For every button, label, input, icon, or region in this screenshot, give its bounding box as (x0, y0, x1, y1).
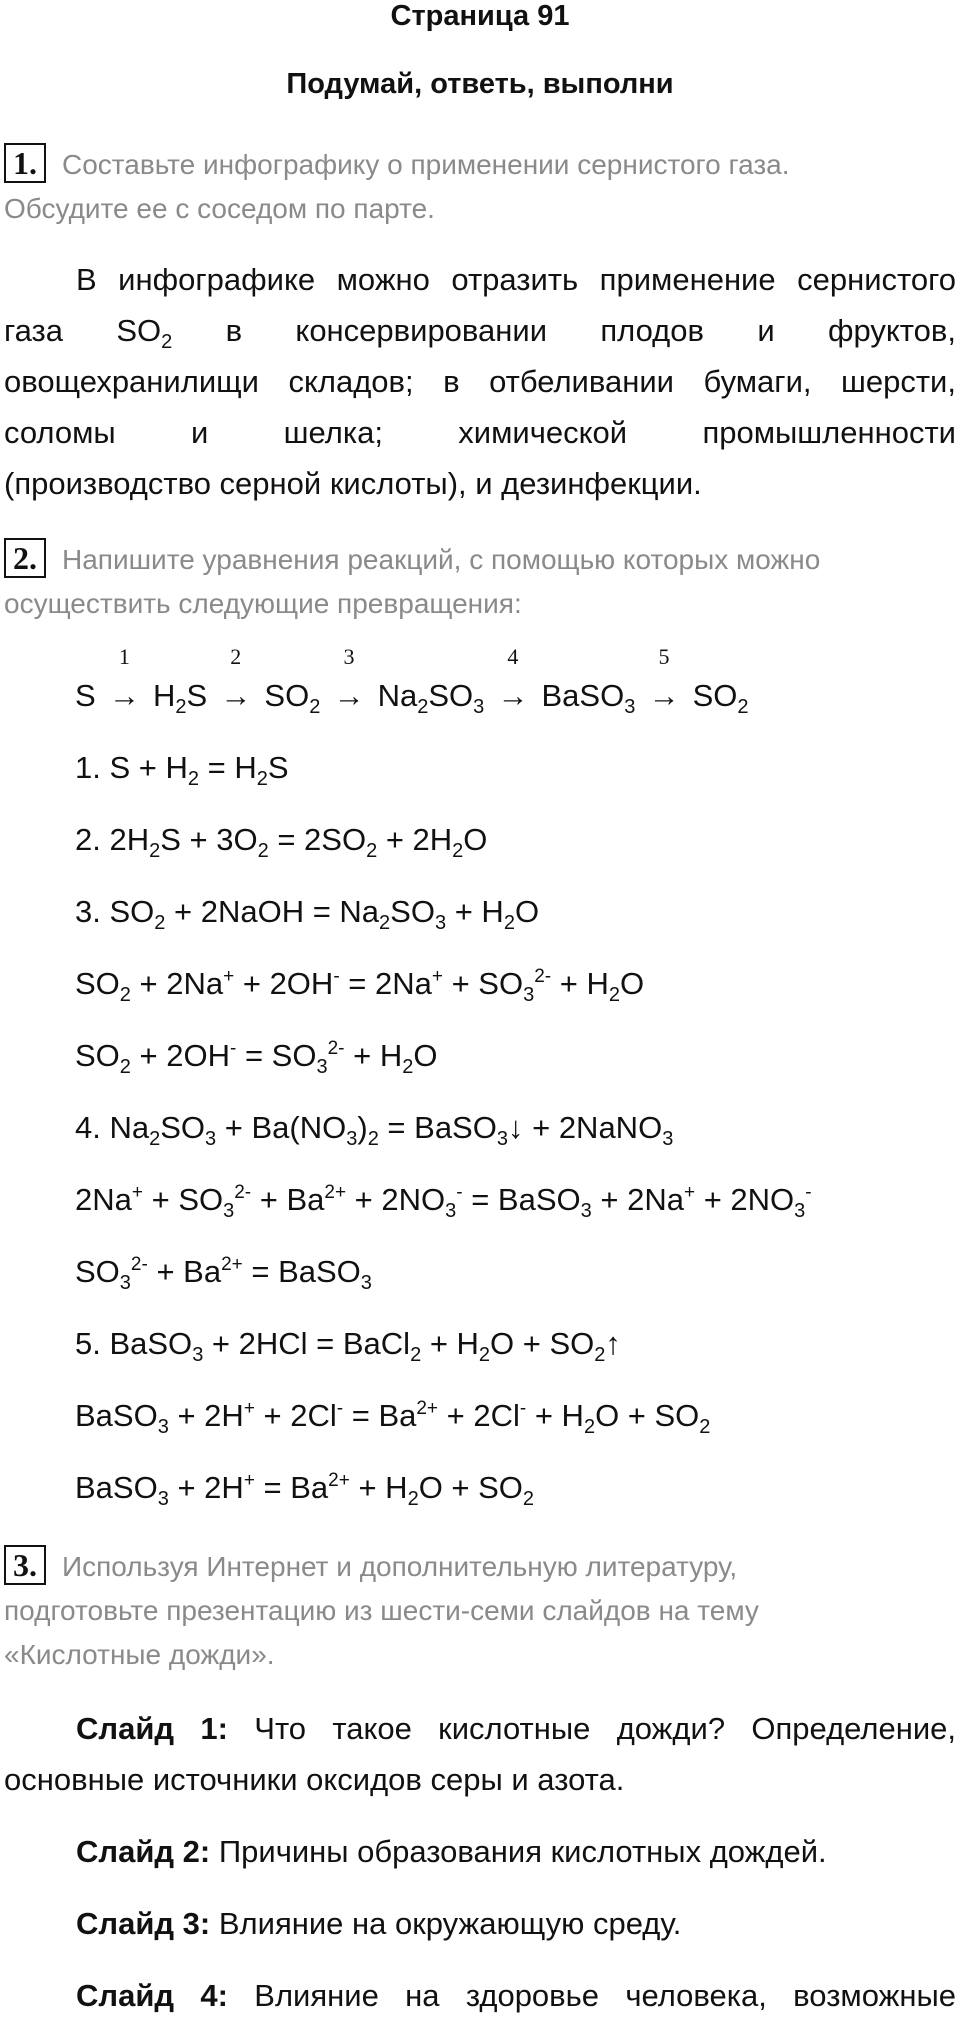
step-number: 1 (118, 644, 130, 669)
task-2-prompt (4, 538, 954, 619)
answer-line: основные источники оксидов серы и азота. (4, 1762, 625, 1797)
slide-1 (4, 1703, 956, 1805)
task-number-box: 3. (4, 1545, 46, 1585)
slide-label: Слайд 1: (76, 1711, 228, 1746)
chain-s: S (75, 678, 96, 713)
reaction-chain (75, 644, 749, 719)
formula-text: SO (116, 313, 162, 348)
arrow: → (108, 678, 140, 713)
slide-4 (4, 1970, 956, 2021)
formula-text: Na (377, 678, 418, 713)
section-title: Подумай, ответь, выполни (286, 68, 674, 100)
chain-arrow-4 (493, 644, 533, 714)
task-1-line2: Обсудите ее с соседом по парте. (4, 193, 435, 224)
answer-line: (производство серной кислоты), и дезинфекции. (4, 466, 702, 501)
formula-text: H (152, 678, 176, 713)
equation-3: 3. $SO_2$ + 2NaOH = $Na_2SO_3 + H_2O$ (75, 894, 540, 934)
task-3-line3: «Кислотные дожди». (4, 1639, 275, 1670)
answer-word: консервировании (295, 313, 548, 348)
formula-so2 (116, 305, 172, 356)
arrow: → (648, 678, 680, 713)
equation-5: 5. BaSO$_3$ + 2HCl = BaCl$_2$ + $H_2O$ + $SO_2↑$ (75, 1326, 621, 1366)
formula-text: BaSO (541, 678, 625, 713)
chain-na2so3 (377, 678, 485, 718)
task-3-prompt (4, 1545, 954, 1670)
answer-line (4, 1970, 956, 2021)
chain-arrow-1 (104, 644, 144, 714)
answer-line: овощехранилищи складов; в отбеливании бумаги, шерсти, (4, 364, 956, 399)
task-2-line2: осуществить следующие превращения: (4, 588, 522, 619)
formula-text: S (186, 678, 208, 713)
slide-label: Слайд 3: (76, 1906, 211, 1941)
answer-line (4, 1826, 956, 1877)
chain-arrow-5 (644, 644, 684, 714)
chain-baso3 (541, 678, 636, 718)
formula-text: SO (692, 678, 738, 713)
answer-word: плодов (600, 313, 704, 348)
subscript: 2 (309, 696, 321, 718)
slide-text: Влияние на здоровье человека, возможные (254, 1978, 956, 2013)
slide-3 (4, 1898, 956, 1949)
answer-line (4, 1898, 956, 1949)
task-3-line1: Используя Интернет и дополнительную литературу, (62, 1551, 738, 1582)
answer-word: газа (4, 313, 63, 348)
equation-4-full-ionic: $2Na^+ + SO_3^{2-} + Ba^{2+} + 2NO_3^-$ = BaSO$_3$ + $2Na^+ + 2NO_3^-$ (75, 1182, 812, 1222)
task-number-box: 1. (4, 143, 46, 183)
slide-text: Что такое кислотные дожди? Определение, (254, 1711, 956, 1746)
slide-text: Причины образования кислотных дождей. (218, 1834, 827, 1869)
answer-line (4, 1703, 956, 1754)
chain-so2 (264, 678, 321, 718)
subscript: 3 (473, 696, 485, 718)
answer-line (4, 305, 956, 356)
equation-3-short-ionic: $SO_2 + 2OH^- = SO_3^{2-} + H_2O$ (75, 1038, 438, 1078)
step-number: 3 (343, 644, 355, 669)
chain-arrow-2 (216, 644, 256, 714)
page-title: Страница 91 (390, 0, 570, 32)
subscript: 2 (161, 331, 173, 353)
equation-3-full-ionic: $SO_2 + 2Na^+ + 2OH^- = 2Na^+ + SO_3^{2-} + H_2O$ (75, 966, 645, 1006)
subscript: 3 (624, 696, 636, 718)
slide-label: Слайд 2: (76, 1834, 211, 1869)
task-2-line1: Напишите уравнения реакций, с помощью которых можно (62, 544, 821, 575)
formula-text: SO (264, 678, 310, 713)
step-number: 5 (658, 644, 670, 669)
answer-line: В инфографике можно отразить применение сернистого (76, 262, 956, 297)
step-number: 4 (507, 644, 519, 669)
answer-word: и (757, 313, 775, 348)
answer-word: фруктов, (828, 313, 956, 348)
subscript: 2 (175, 696, 187, 718)
subscript: 2 (417, 696, 429, 718)
arrow: → (220, 678, 252, 713)
equation-2: 2. $2H_2S + 3O_2 = 2SO_2 + 2H_2O$ (75, 822, 488, 862)
arrow: → (333, 678, 365, 713)
slide-text: Влияние на окружающую среду. (218, 1906, 682, 1941)
chain-h2s (152, 678, 208, 718)
answer-line: соломы и шелка; химической промышленности (4, 415, 956, 450)
arrow: → (497, 678, 529, 713)
task-3-line2: подготовьте презентацию из шести-семи слайдов на тему (4, 1595, 759, 1626)
task-1-prompt (4, 143, 954, 224)
subscript: 2 (737, 696, 749, 718)
answer-word: в (225, 313, 243, 348)
slide-2 (4, 1826, 956, 1877)
step-number: 2 (230, 644, 242, 669)
equation-5-short-ionic: BaSO$_3$ + $2H^+ = Ba^{2+} + H_2O + SO_2$ (75, 1470, 535, 1510)
equation-5-full-ionic: BaSO$_3$ + $2H^+ + 2Cl^- = Ba^{2+} + 2Cl^- + H_2O + SO_2$ (75, 1398, 711, 1438)
task-1-answer (4, 254, 956, 509)
equation-4-short-ionic: $SO_3^{2-} + Ba^{2+}$ = BaSO$_3$ (75, 1254, 372, 1294)
task-1-line1: Составьте инфографику о применении сернистого газа. (62, 149, 790, 180)
chain-so2-final (692, 678, 749, 718)
task-number-box: 2. (4, 538, 46, 578)
equation-1: 1. $S + H_2 = H_2S$ (75, 750, 289, 790)
slide-label: Слайд 4: (76, 1978, 228, 2013)
equation-4: 4. $Na_2SO_3 + Ba(NO_3)_2$ = BaSO$_3$↓ + 2NaNO$_3$ (75, 1110, 674, 1150)
formula-text: SO (428, 678, 474, 713)
chain-arrow-3 (329, 644, 369, 714)
